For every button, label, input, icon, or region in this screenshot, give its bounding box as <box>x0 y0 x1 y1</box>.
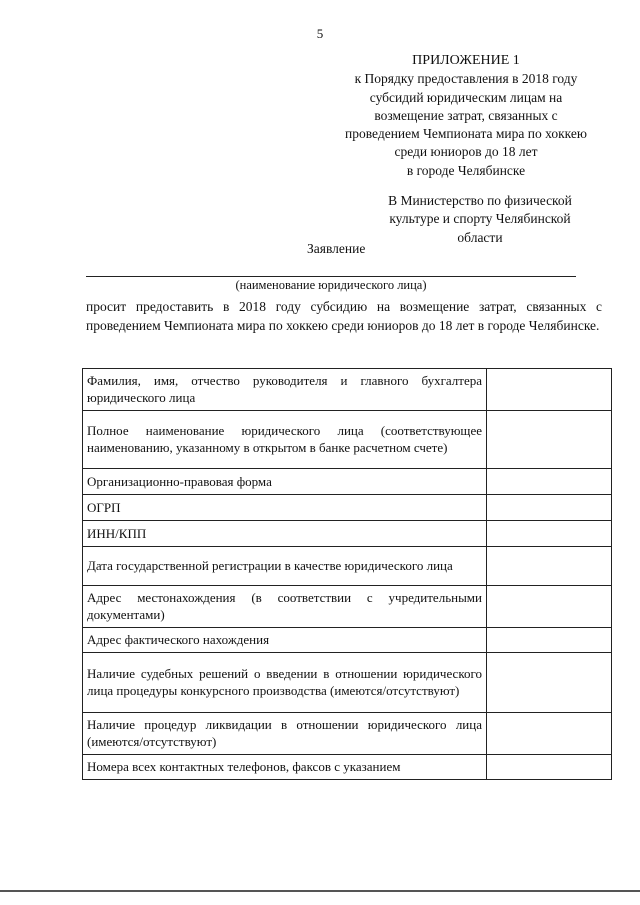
appendix-line: проведением Чемпионата мира по хоккею <box>345 126 587 142</box>
addressee-block <box>360 192 600 247</box>
table-row <box>83 547 612 586</box>
table-row <box>83 586 612 628</box>
table-row-value-cell[interactable] <box>487 653 612 713</box>
table-row-label: Наличие судебных решений о введении в отношении юридического лица процедуры конкурсного производства (имеются/отсутствуют) <box>83 653 487 713</box>
table-row <box>83 653 612 713</box>
table-row-value-cell[interactable] <box>487 547 612 586</box>
table-row-value-cell[interactable] <box>487 469 612 495</box>
table-row-label: Организационно-правовая форма <box>83 469 487 495</box>
table-row-label: Фамилия, имя, отчество руководителя и главного бухгалтера юридического лица <box>83 369 487 411</box>
table-row <box>83 713 612 755</box>
page-number: 5 <box>316 26 324 41</box>
page-bottom-edge <box>0 890 640 892</box>
table-row-value-cell[interactable] <box>487 628 612 653</box>
table-row-value-cell[interactable] <box>487 495 612 521</box>
table-row-value-cell[interactable] <box>487 586 612 628</box>
statement-title: Заявление <box>307 241 366 256</box>
appendix-line: возмещение затрат, связанных с <box>374 107 558 123</box>
addressee-line: культуре и спорту Челябинской <box>389 211 571 227</box>
appendix-line: к Порядку предоставления в 2018 году <box>354 71 578 87</box>
appendix-line: в городе Челябинске <box>406 162 526 178</box>
statement-intro-text: просит предоставить в 2018 году субсидию на возмещение затрат, связанных с проведением Чемпионата мира по хоккею среди юниоров до 18 лет в городе Челябинске. <box>86 299 602 333</box>
table-row <box>83 369 612 411</box>
legal-entity-name-blank-line[interactable] <box>86 276 576 277</box>
table-row <box>83 495 612 521</box>
table-row-value-cell[interactable] <box>487 755 612 780</box>
appendix-title: ПРИЛОЖЕНИЕ 1 <box>412 53 520 68</box>
table-row-label: Наличие процедур ликвидации в отношении юридического лица (имеются/отсутствуют) <box>83 713 487 755</box>
table-row-value-cell[interactable] <box>487 521 612 547</box>
table-row <box>83 469 612 495</box>
appendix-line: среди юниоров до 18 лет <box>394 144 538 160</box>
legal-entity-name-caption: (наименование юридического лица) <box>235 278 427 292</box>
table-row-label: Номера всех контактных телефонов, факсов с указанием <box>83 755 487 780</box>
table-row-value-cell[interactable] <box>487 369 612 411</box>
table-row <box>83 521 612 547</box>
table-row <box>83 755 612 780</box>
table-row <box>83 411 612 469</box>
table-row-label: ОГРП <box>83 495 487 521</box>
table-row-label: Адрес фактического нахождения <box>83 628 487 653</box>
appendix-header <box>322 52 610 180</box>
addressee-line: В Министерство по физической <box>388 193 572 208</box>
table-row-label: Дата государственной регистрации в качестве юридического лица <box>83 547 487 586</box>
table-row-label: Адрес местонахождения (в соответствии с учредительными документами) <box>83 586 487 628</box>
addressee-line: области <box>457 229 503 245</box>
applicant-info-table <box>82 368 612 780</box>
table-row-value-cell[interactable] <box>487 713 612 755</box>
table-row <box>83 628 612 653</box>
table-row-label: ИНН/КПП <box>83 521 487 547</box>
table-row-label: Полное наименование юридического лица (соответствующее наименованию, указанному в открытом в банке расчетном счете) <box>83 411 487 469</box>
appendix-line: субсидий юридическим лицам на <box>369 89 563 105</box>
table-row-value-cell[interactable] <box>487 411 612 469</box>
